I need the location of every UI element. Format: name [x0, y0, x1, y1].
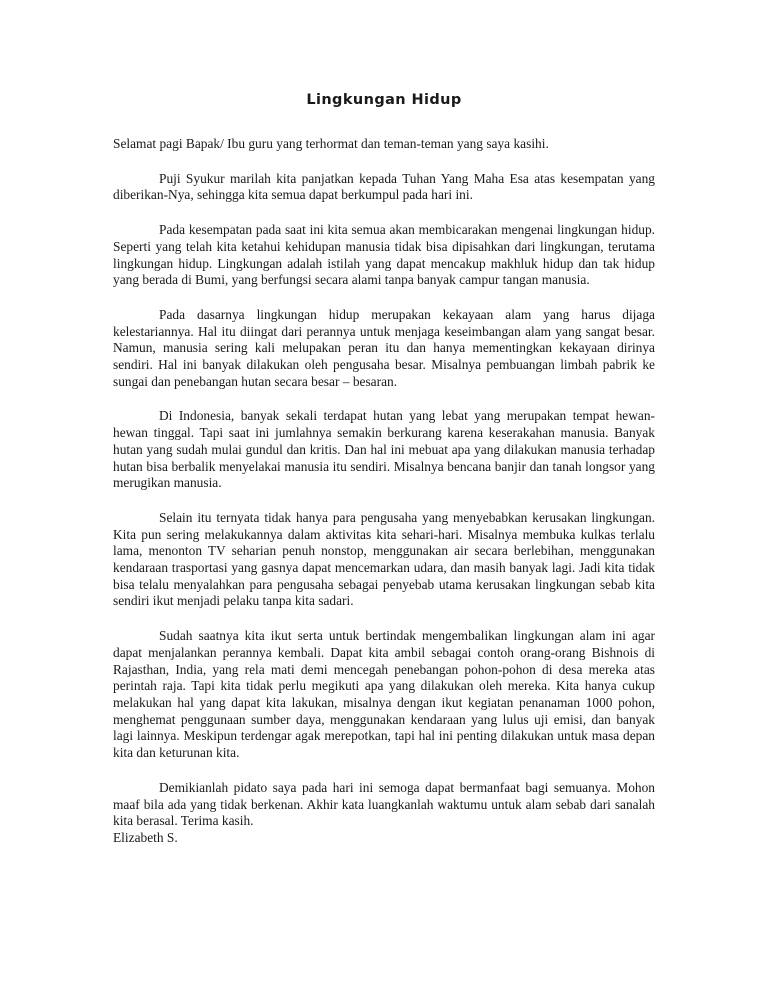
paragraph-closing: Demikianlah pidato saya pada hari ini semoga dapat bermanfaat bagi semuanya. Mohon maaf bila ada yang tidak berkenan. Akhir kata luangkanlah waktumu untuk alam sebab dari sanalah kita berasal. Terima kasih. [113, 779, 655, 829]
document-title: Lingkungan Hidup [306, 92, 462, 108]
paragraph-opening-gratitude: Puji Syukur marilah kita panjatkan kepada Tuhan Yang Maha Esa atas kesempatan yang diberikan-Nya, sehingga kita semua dapat berkumpul pada hari ini. [113, 170, 655, 203]
document-body [113, 136, 655, 865]
paragraph-environment-wealth: Pada dasarnya lingkungan hidup merupakan kekayaan alam yang harus dijaga kelestariannya. Hal itu diingat dari perannya untuk menjaga keseimbangan alam yang sangat besar. Namun, manusia sering kali melupakan peran itu dan hanya mementingkan kekayaan dirinya sendiri. Hal ini banyak dilakukan oleh pengusaha besar. Misalnya pembuangan limbah pabrik ke sungai dan penebangan hutan secara besar – besaran. [113, 306, 655, 389]
signature: Elizabeth S. [113, 829, 178, 845]
paragraph-topic-introduction: Pada kesempatan pada saat ini kita semua akan membicarakan mengenai lingkungan hidup. Seperti yang telah kita ketahui kehidupan manusia tidak bisa dipisahkan dari lingkungan, terutama lingkungan hidup. Lingkungan adalah istilah yang dapat mencakup makhluk hidup dan tak hidup yang berada di Bumi, yang berfungsi secara alami tanpa banyak campur tangan manusia. [113, 222, 655, 288]
paragraph-indonesia-forests: Di Indonesia, banyak sekali terdapat hutan yang lebat yang merupakan tempat hewan-hewan tinggal. Tapi saat ini jumlahnya semakin berkurang karena keserakahan manusia. Banyak hutan yang sudah mulai gundul dan kritis. Dan hal ini mebuat apa yang dilakukan manusia terhadap hutan bisa berbalik menyelakai manusia itu sendiri. Misalnya bencana banjir dan tanah longsor yang merugikan manusia. [113, 408, 655, 491]
greeting-paragraph: Selamat pagi Bapak/ Ibu guru yang terhormat dan teman-teman yang saya kasihi. [113, 136, 549, 151]
paragraph-daily-damage: Selain itu ternyata tidak hanya para pengusaha yang menyebabkan kerusakan lingkungan. Kita pun sering melakukannya dalam aktivitas kita sehari-hari. Misalnya membuka kulkas terlalu lama, menonton TV seharian penuh nonstop, menggunakan air secara berlebihan, menggunakan kendaraan trasportasi yang gasnya dapat mencemarkan udara, dan masih banyak lagi. Jadi kita tidak bisa telalu menyalahkan para pengusaha sebagai penyebab utama kerusakan lingkungan sebab kita sendiri ikut menjadi pelaku tanpa kita sadari. [113, 509, 655, 609]
paragraph-call-to-action: Sudah saatnya kita ikut serta untuk bertindak mengembalikan lingkungan alam ini agar dapat menjalankan perannya kembali. Dapat kita ambil sebagai contoh orang-orang Bishnois di Rajasthan, India, yang rela mati demi mencegah penebangan pohon-pohon di desa mereka atas perintah raja. Tapi kita tidak perlu megikuti apa yang dilakukan oleh mereka. Kita hanya cukup melakukan hal yang dapat kita lakukan, misalnya dengan ikut kegiatan penanaman 1000 pohon, menghemat penggunaan sumber daya, menggunakan kendaraan yang lulus uji emisi, dan banyak lagi lainnya. Meskipun terdengar agak merepotkan, tapi hal ini penting dilakukan untuk masa depan kita dan keturunan kita. [113, 628, 655, 761]
